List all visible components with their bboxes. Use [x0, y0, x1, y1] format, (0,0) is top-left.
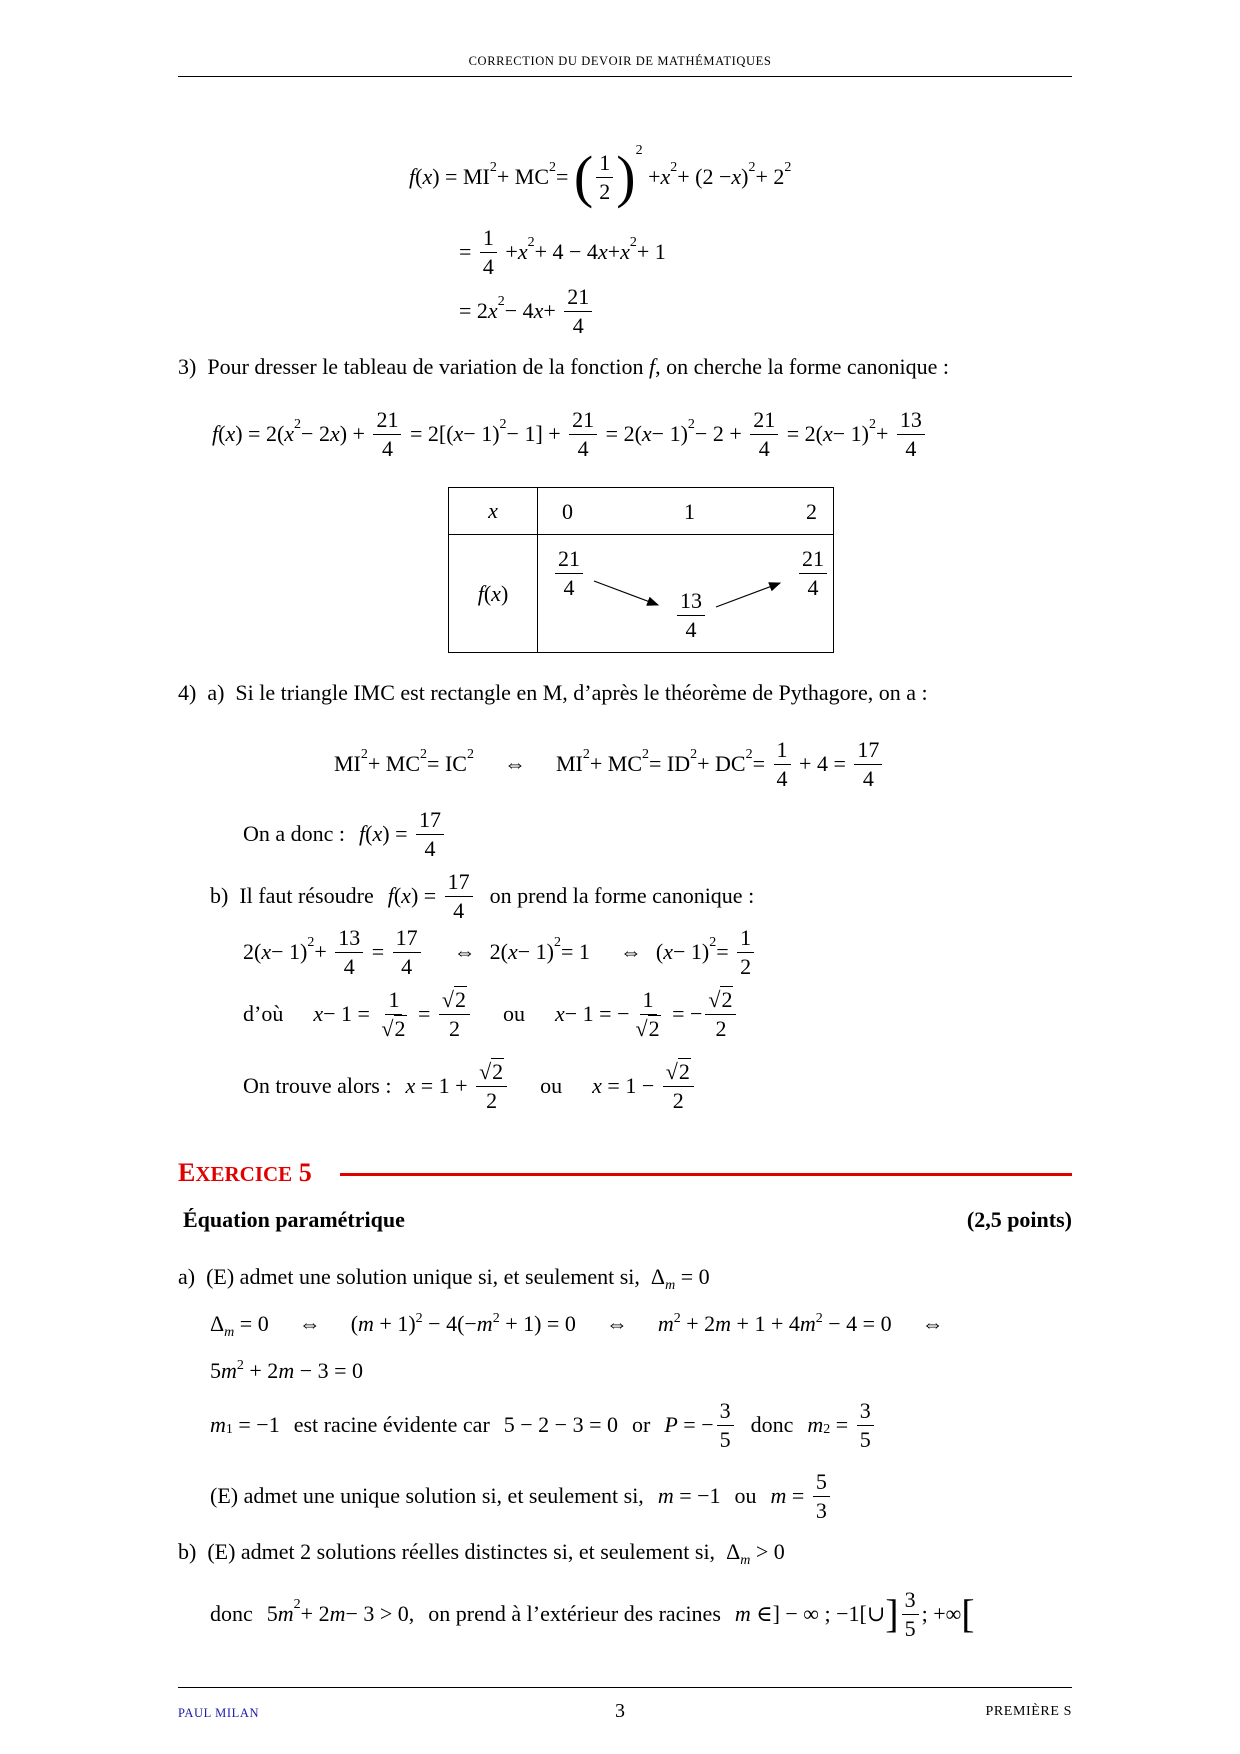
part4-b-line3-prefix: On trouve alors :	[243, 1073, 392, 1098]
variation-table	[448, 487, 834, 653]
part3-intro: 3) Pour dresser le tableau de variation de la fonction f, on cherche la forme canonique :	[178, 354, 949, 379]
exercise5-subtitle: Équation paramétrique	[183, 1207, 405, 1232]
exercise5-a-line3: m $_1$ = −1 est racine évidente car 5 − 2 − 3 = 0 or P = − $\frac{3}{5}$ donc m $_2$ = $\frac{3}{5}$	[210, 1397, 877, 1453]
exercise5-a-line2: $5m^2 + 2m - 3 = 0$	[210, 1358, 364, 1383]
part3-number: 3)	[178, 354, 197, 379]
table-fx-label: f(x)	[449, 535, 538, 653]
arrow-increasing	[716, 583, 780, 607]
part4-b-or-1: ou	[503, 1001, 525, 1026]
table-x-values	[538, 488, 834, 535]
part4-b-intro: b) Il faut résoudre f ( x ) = $\frac{17}{4}$ on prend la forme canonique :	[210, 869, 755, 923]
part4-number: 4)	[178, 680, 197, 705]
footer-author: PAUL MILAN	[178, 1706, 260, 1720]
page-header: CORRECTION DU DEVOIR DE MATHÉMATIQUES	[468, 54, 772, 68]
exercise5-a-text: (E) admet une solution unique si, et seulement si,	[206, 1264, 640, 1289]
table-x-label: x	[449, 488, 538, 535]
exercise5-a-line3-text2: or	[632, 1412, 651, 1437]
part4-a-text: Si le triangle IMC est rectangle en M, d’après le théorème de Pythagore, on a :	[235, 680, 928, 705]
footer-page-number: 3	[615, 1700, 625, 1722]
exercise5-title: EXERCICE 5	[178, 1158, 312, 1187]
exercise5-a-label: a)	[178, 1264, 196, 1289]
exercise5-title-rule	[340, 1173, 1072, 1176]
equation-f-expansion-line3: = 2 x $^2$ − 4 x + $\frac{21}{4}$	[459, 283, 595, 339]
part4-b-line2-prefix: d’où	[243, 1001, 284, 1026]
exercise5-a-line3-text1: est racine évidente car	[293, 1412, 490, 1437]
exercise5-b-text: (E) admet 2 solutions réelles distinctes si, et seulement si,	[207, 1539, 716, 1564]
arrow-decreasing	[594, 581, 658, 605]
part4-a-intro	[178, 680, 928, 706]
exercise5-b-line1: donc 5 m $^2$ + 2 m − 3 > 0, on prend à l’extérieur des racines m ∈] − ∞ ; −1[∪ ] $\frac{3}{5}$ ; +∞ [	[210, 1587, 975, 1641]
part4-b-text-before: Il faut résoudre	[239, 883, 374, 908]
part4-b-label: b)	[210, 883, 229, 908]
equation-f-expansion-line2: = $\frac{1}{4}$ + x $^2$ + 4 − 4 x + x $^2$ + 1	[459, 225, 666, 279]
part4-a-label: a)	[207, 680, 225, 705]
exercise5-b-line1-text1: donc	[210, 1601, 253, 1626]
exercise5-points: (2,5 points)	[966, 1207, 1072, 1232]
f-value-at-1: $\frac{13}{4}$	[677, 587, 705, 643]
f-value-at-2: $\frac{21}{4}$	[799, 545, 827, 601]
part4-a-conclusion-prefix: On a donc :	[243, 821, 346, 846]
exercise5-a-line3-text3: donc	[750, 1412, 794, 1437]
exercise5-a-intro: a) (E) admet une solution unique si, et seulement si, $\Delta_m = 0$	[178, 1264, 710, 1293]
exercise5-a-line1: $\Delta_m = 0$ ⇔ $(m + 1)^2 - 4(-m^2 + 1) = 0$ ⇔ $m^2 + 2m + 1 + 4m^2 - 4 = 0$ ⇔	[210, 1311, 944, 1340]
part4-b-equation-line1: 2( x − 1) $^2$ + $\frac{13}{4}$ = $\frac{17}{4}$ ⇔ 2( x − 1) $^2$ = 1 ⇔ ( x − 1) $^2$ = $\frac{1}{2}$	[243, 924, 757, 980]
exercise5-b-intro: b) (E) admet 2 solutions réelles distinctes si, et seulement si, $\Delta_m > 0$	[178, 1539, 785, 1568]
footer-rule	[178, 1687, 1072, 1688]
table-fx-values	[538, 535, 834, 653]
equation-canonical-form: f ( x ) = 2( x $^2$ − 2 x ) + $\frac{21}{4}$ = 2[( x − 1) $^2$ − 1] + $\frac{21}{4}$ = 2( x − 1) $^2$ − 2 + $\frac{21}{4}$ = 2( x − 1) $^2$ + $\frac{13}{4}$	[212, 406, 928, 462]
variation-arrows	[538, 535, 834, 653]
exercise5-a-line4-text: (E) admet une unique solution si, et seulement si,	[210, 1483, 644, 1508]
part4-a-conclusion: On a donc : f ( x ) = $\frac{17}{4}$	[243, 806, 447, 862]
x-value-0: 0	[562, 499, 573, 524]
part4-b-equation-line2: d’où x − 1 = $\frac{1}{√2}$ = $\frac{√2}{2}$ ou x − 1 = − $\frac{1}{√2}$ = − $\frac{√2}{2}$	[243, 986, 739, 1042]
x-value-2: 2	[806, 499, 817, 524]
x-value-1: 1	[684, 499, 695, 524]
footer-level: PREMIÈRE S	[985, 1704, 1072, 1719]
equation-f-expansion-line1: f ( x ) = MI $^2$ + MC $^2$ = ( $\frac{1}{2}$ ) $^2$ + x $^2$ + (2 − x ) $^2$ + 2 $^2$	[409, 143, 792, 209]
exercise5-b-label: b)	[178, 1539, 197, 1564]
header-rule	[178, 76, 1072, 77]
part4-b-text-after: on prend la forme canonique :	[489, 883, 755, 908]
part4-b-or-2: ou	[540, 1073, 563, 1098]
part4-b-equation-line3: On trouve alors : x = 1 + $\frac{√2}{2}$ ou x = 1 − $\frac{√2}{2}$	[243, 1058, 697, 1114]
equation-pythagore: MI $^2$ + MC $^2$ = IC $^2$ ⇔ MI $^2$ + MC $^2$ = ID $^2$ + DC $^2$ = $\frac{1}{4}$ + 4 = $\frac{17}{4}$	[334, 736, 885, 792]
exercise5-a-line4: (E) admet une unique solution si, et seulement si, m = −1 ou m = $\frac{5}{3}$	[210, 1468, 833, 1524]
exercise5-b-line1-text2: on prend à l’extérieur des racines	[428, 1601, 721, 1626]
f-value-at-0: $\frac{21}{4}$	[555, 545, 583, 601]
